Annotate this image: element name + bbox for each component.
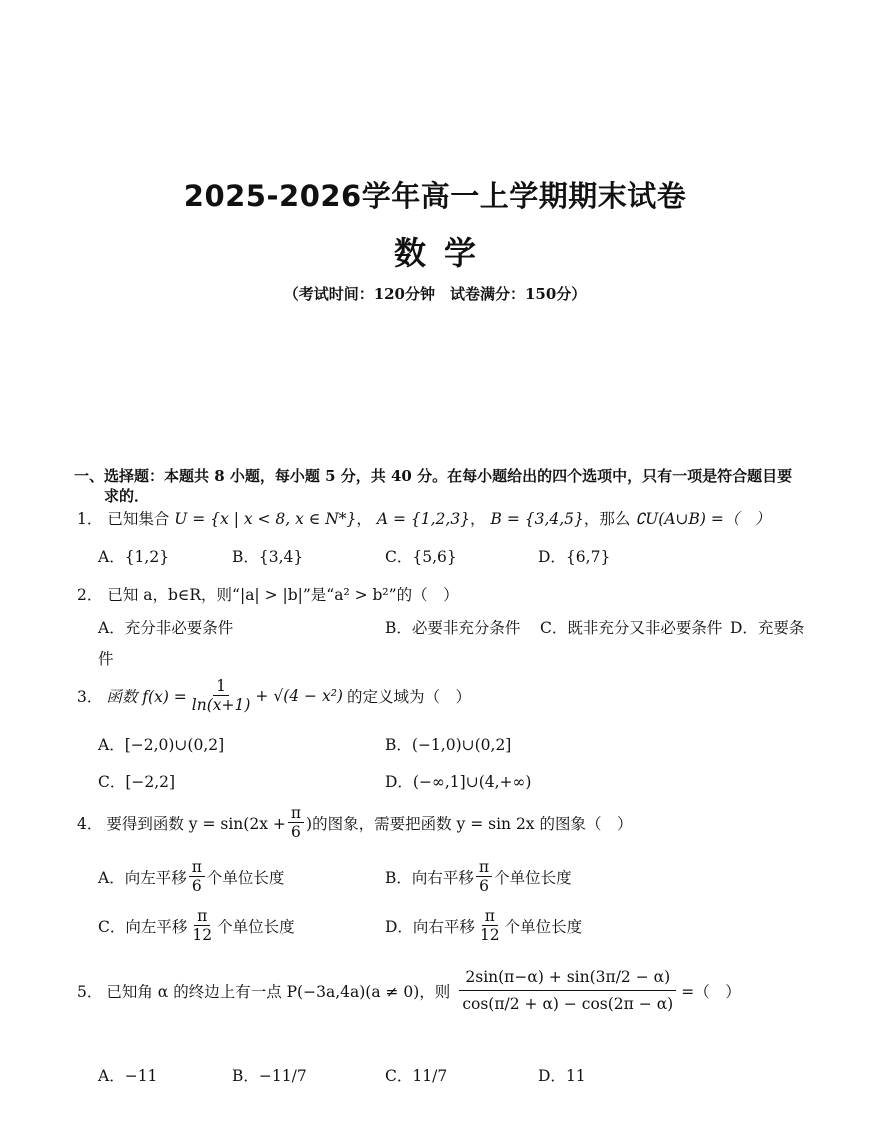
question-stem: 函数 f(x) = bbox=[106, 687, 187, 706]
fraction-denominator: 6 bbox=[191, 877, 202, 895]
question-number: 3． bbox=[77, 687, 103, 706]
set-u: U = {x | x < 8, x ∈ N*} bbox=[174, 510, 357, 528]
exam-info: （考试时间：120分钟 试卷满分：150分） bbox=[283, 285, 587, 303]
option-label: B．向右平移 bbox=[385, 868, 474, 887]
question-stem-suffix: )的图象，需要把函数 y = sin 2x 的图象（ ） bbox=[306, 814, 633, 833]
option-b[interactable]: B．{3,4} bbox=[232, 548, 304, 566]
option-d[interactable]: D．(−∞,1]∪(4,+∞) bbox=[385, 773, 532, 791]
option-c[interactable]: C．{5,6} bbox=[385, 548, 457, 566]
fraction bbox=[476, 858, 492, 895]
separator: ， bbox=[470, 510, 486, 528]
option-value: −11 bbox=[124, 1067, 158, 1085]
fraction bbox=[189, 677, 254, 714]
question-stem-suffix: 的定义域为（ ） bbox=[346, 687, 471, 706]
option-label: D． bbox=[538, 1067, 566, 1085]
option-d-wrap: 件 bbox=[98, 650, 114, 668]
fraction-numerator: 1 bbox=[213, 677, 229, 696]
option-d[interactable]: D．充要条 bbox=[730, 619, 805, 637]
option-a[interactable]: A．{1,2} bbox=[98, 548, 170, 566]
question-1 bbox=[77, 507, 770, 529]
section-heading-line2: 求的． bbox=[104, 487, 150, 505]
question-stem-suffix: =（ ） bbox=[681, 982, 741, 1001]
option-a[interactable] bbox=[98, 1064, 157, 1086]
fraction bbox=[456, 964, 679, 1017]
fraction-numerator: π bbox=[476, 858, 492, 877]
separator: ， bbox=[356, 510, 372, 528]
option-value: 11/7 bbox=[412, 1067, 448, 1085]
option-a[interactable]: A．[−2,0)∪(0,2] bbox=[98, 736, 225, 754]
question-stem: 要得到函数 y = sin(2x + bbox=[106, 814, 286, 833]
fraction-denominator: 12 bbox=[192, 926, 213, 944]
subject-title: 数学 bbox=[393, 234, 494, 272]
option-label: D．向右平移 bbox=[385, 917, 475, 936]
fraction bbox=[189, 858, 205, 895]
fraction bbox=[189, 907, 215, 944]
option-b[interactable] bbox=[385, 858, 572, 895]
question-stem: 已知 a，b∈R，则“|a| > |b|”是“a² > b²”的（ ） bbox=[107, 586, 459, 604]
option-label: A． bbox=[98, 1067, 125, 1085]
fraction-denominator: cos(π/2 + α) − cos(2π − α) bbox=[462, 995, 674, 1013]
option-d[interactable] bbox=[385, 907, 582, 944]
exam-title: 2025-2026学年高一上学期期末试卷 bbox=[183, 179, 687, 213]
question-4 bbox=[77, 804, 632, 841]
complement-expr: ∁U(A∪B) =（ ） bbox=[635, 510, 771, 528]
question-stem-suffix: ，那么 bbox=[583, 510, 631, 528]
option-tail: 个单位长度 bbox=[504, 917, 583, 936]
fraction-numerator: π bbox=[482, 907, 498, 926]
section-heading bbox=[74, 466, 814, 506]
question-3 bbox=[77, 677, 471, 714]
option-c[interactable]: C．[−2,2] bbox=[98, 773, 176, 791]
option-a[interactable]: A．充分非必要条件 bbox=[98, 619, 234, 637]
question-number: 1． bbox=[77, 510, 103, 528]
fraction-denominator: 6 bbox=[291, 823, 301, 841]
option-c[interactable] bbox=[385, 1064, 447, 1086]
option-b[interactable] bbox=[232, 1064, 307, 1086]
section-heading-line1: 一、选择题：本题共 8 小题，每小题 5 分，共 40 分。在每小题给出的四个选项中，只有一项是符合题目要 bbox=[74, 467, 793, 485]
option-value: 11 bbox=[565, 1067, 586, 1085]
option-value: −11/7 bbox=[258, 1067, 307, 1085]
question-number: 5． bbox=[77, 982, 103, 1001]
sqrt-term: + √(4 − x²) bbox=[255, 686, 343, 705]
question-5 bbox=[77, 964, 741, 1017]
fraction-numerator: π bbox=[189, 858, 205, 877]
fraction bbox=[477, 907, 503, 944]
option-a[interactable] bbox=[98, 858, 284, 895]
question-stem: 已知集合 bbox=[107, 510, 170, 528]
option-label: A．向左平移 bbox=[98, 868, 187, 887]
option-label: B． bbox=[232, 1067, 259, 1085]
option-tail: 个单位长度 bbox=[206, 868, 285, 887]
fraction-denominator: 6 bbox=[479, 877, 489, 895]
question-2 bbox=[77, 583, 459, 605]
option-c[interactable]: C．既非充分又非必要条件 bbox=[540, 619, 723, 637]
option-b[interactable]: B．(−1,0)∪(0,2] bbox=[385, 736, 512, 754]
option-tail: 个单位长度 bbox=[494, 868, 572, 887]
fraction-denominator: ln(x+1) bbox=[191, 696, 251, 714]
fraction-numerator: 2sin(π−α) + sin(3π/2 − α) bbox=[459, 964, 676, 991]
option-c[interactable] bbox=[98, 907, 295, 944]
question-number: 4． bbox=[77, 814, 103, 833]
option-d[interactable] bbox=[538, 1064, 586, 1086]
option-label: C．向左平移 bbox=[98, 917, 188, 936]
option-tail: 个单位长度 bbox=[217, 917, 295, 936]
question-number: 2． bbox=[77, 586, 103, 604]
fraction-numerator: π bbox=[194, 907, 210, 926]
fraction-numerator: π bbox=[288, 804, 304, 823]
option-label: C． bbox=[385, 1067, 413, 1085]
fraction bbox=[288, 804, 304, 841]
set-a: A = {1,2,3} bbox=[376, 510, 471, 528]
option-d[interactable]: D．{6,7} bbox=[538, 548, 611, 566]
question-stem: 已知角 α 的终边上有一点 P(−3a,4a)(a ≠ 0)，则 bbox=[106, 982, 451, 1001]
option-b[interactable]: B．必要非充分条件 bbox=[385, 619, 521, 637]
set-b: B = {3,4,5} bbox=[490, 510, 584, 528]
fraction-denominator: 12 bbox=[479, 926, 500, 944]
